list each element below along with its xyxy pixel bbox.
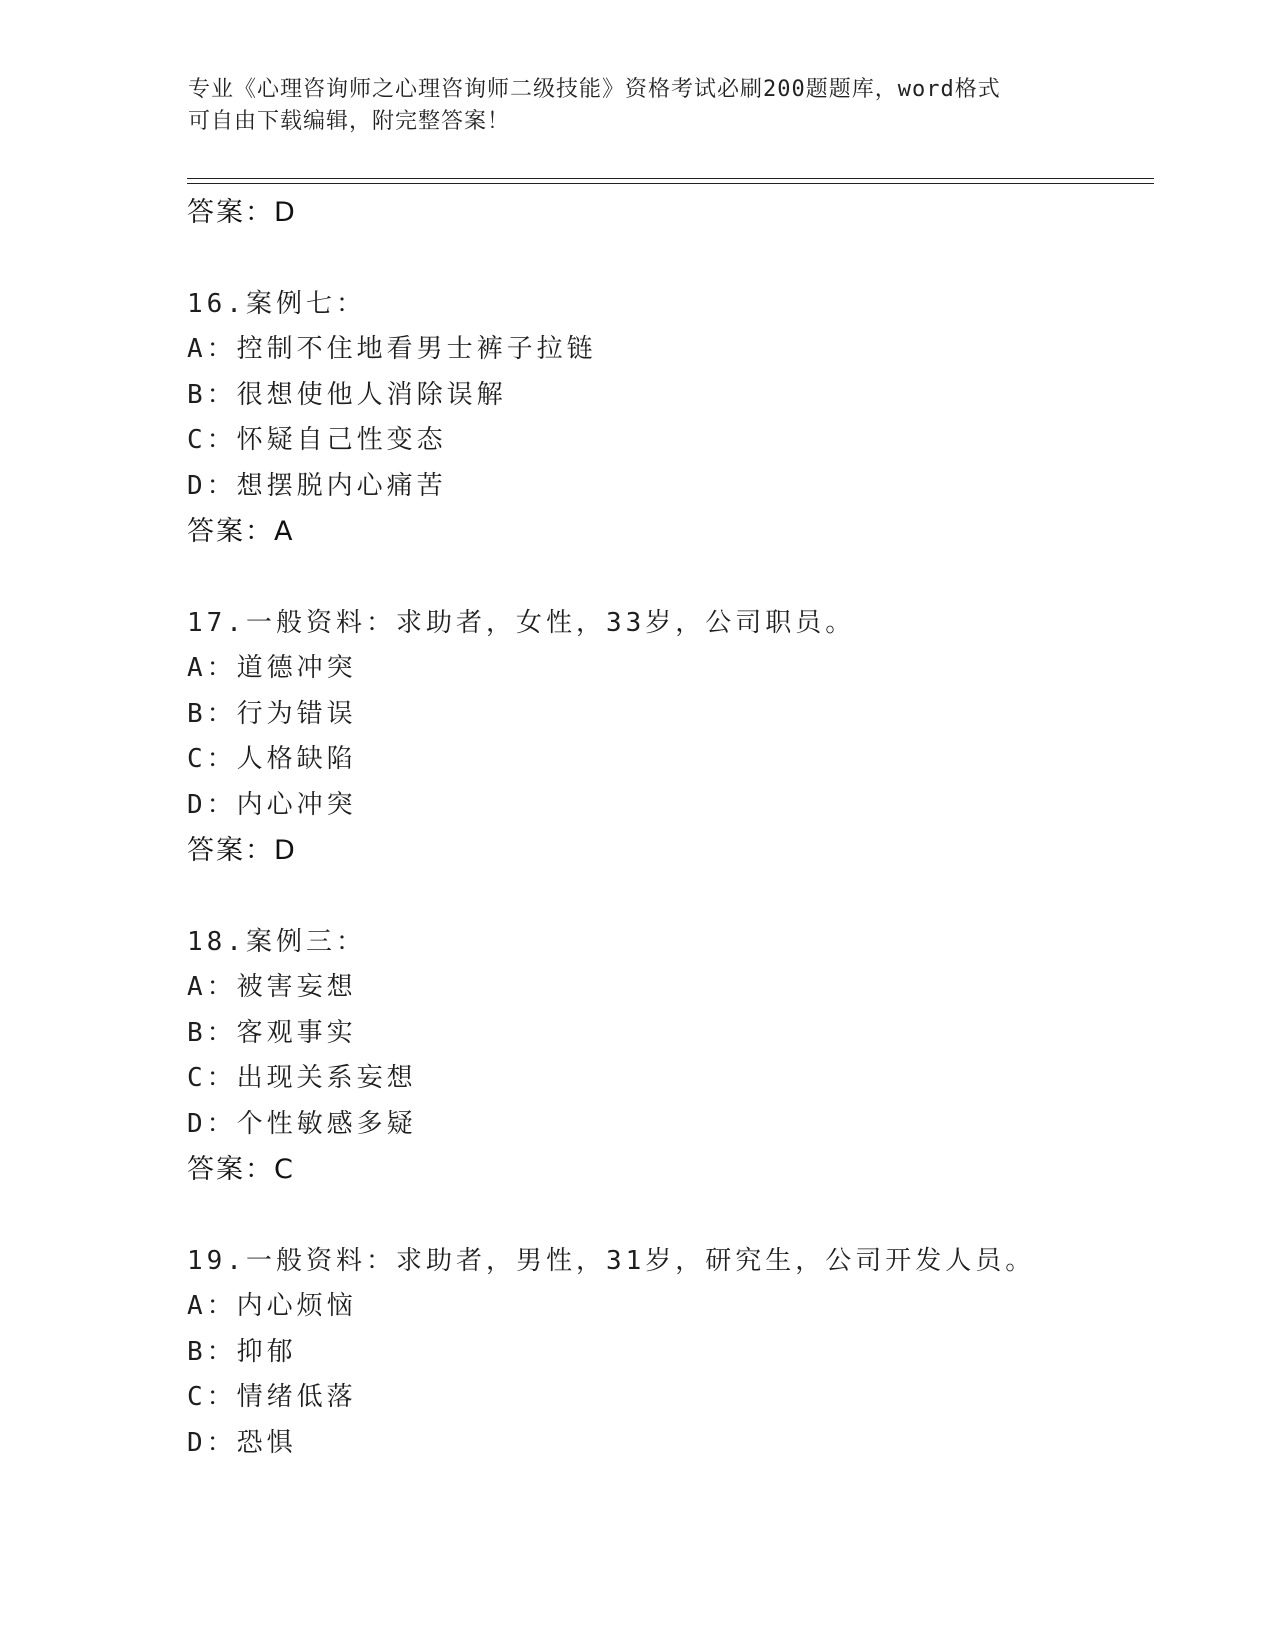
option-a: A：道德冲突 (187, 653, 357, 683)
option-b: B：抑郁 (187, 1336, 297, 1367)
option-a: A：被害妄想 (187, 972, 357, 1002)
header-title-line-1: 专业《心理咨询师之心理咨询师二级技能》资格考试必刷200题题库，word格式 (188, 77, 1001, 102)
spacer (187, 236, 1147, 282)
option-d: D：恐惧 (187, 1427, 297, 1458)
question-stem: 18.案例三： (187, 926, 366, 957)
question-19 (187, 1239, 1147, 1467)
header-divider-top (187, 178, 1154, 179)
question-list (187, 190, 1147, 1466)
question-stem: 17.一般资料：求助者，女性，33岁，公司职员。 (187, 607, 856, 638)
spacer (187, 874, 1147, 920)
option-b: B：客观事实 (187, 1017, 357, 1048)
option-c: C：情绪低落 (187, 1382, 357, 1412)
option-c: C：人格缺陷 (187, 744, 357, 774)
option-c: C：怀疑自己性变态 (187, 425, 447, 455)
question-stem: 19.一般资料：求助者，男性，31岁，研究生，公司开发人员。 (187, 1245, 1036, 1276)
spacer (187, 1193, 1147, 1239)
question-18 (187, 920, 1147, 1193)
option-d: D：内心冲突 (187, 789, 357, 820)
option-d: D：个性敏感多疑 (187, 1108, 417, 1139)
header-divider-bottom (187, 183, 1154, 184)
option-a: A：控制不住地看男士裤子拉链 (187, 334, 597, 364)
question-stem: 16.案例七： (187, 288, 366, 319)
header-title-line-2: 可自由下载编辑，附完整答案！ (188, 109, 511, 134)
option-a: A：内心烦恼 (187, 1291, 357, 1321)
question-16 (187, 282, 1147, 555)
previous-answer: 答案：D (187, 197, 297, 228)
option-b: B：很想使他人消除误解 (187, 379, 507, 410)
spacer (187, 555, 1147, 601)
answer-line: 答案：A (187, 516, 295, 547)
option-b: B：行为错误 (187, 698, 357, 729)
option-d: D：想摆脱内心痛苦 (187, 470, 447, 501)
option-c: C：出现关系妄想 (187, 1063, 417, 1093)
document-header (188, 74, 1088, 138)
question-17 (187, 601, 1147, 874)
answer-line: 答案：D (187, 835, 297, 866)
answer-line: 答案：C (187, 1154, 295, 1185)
